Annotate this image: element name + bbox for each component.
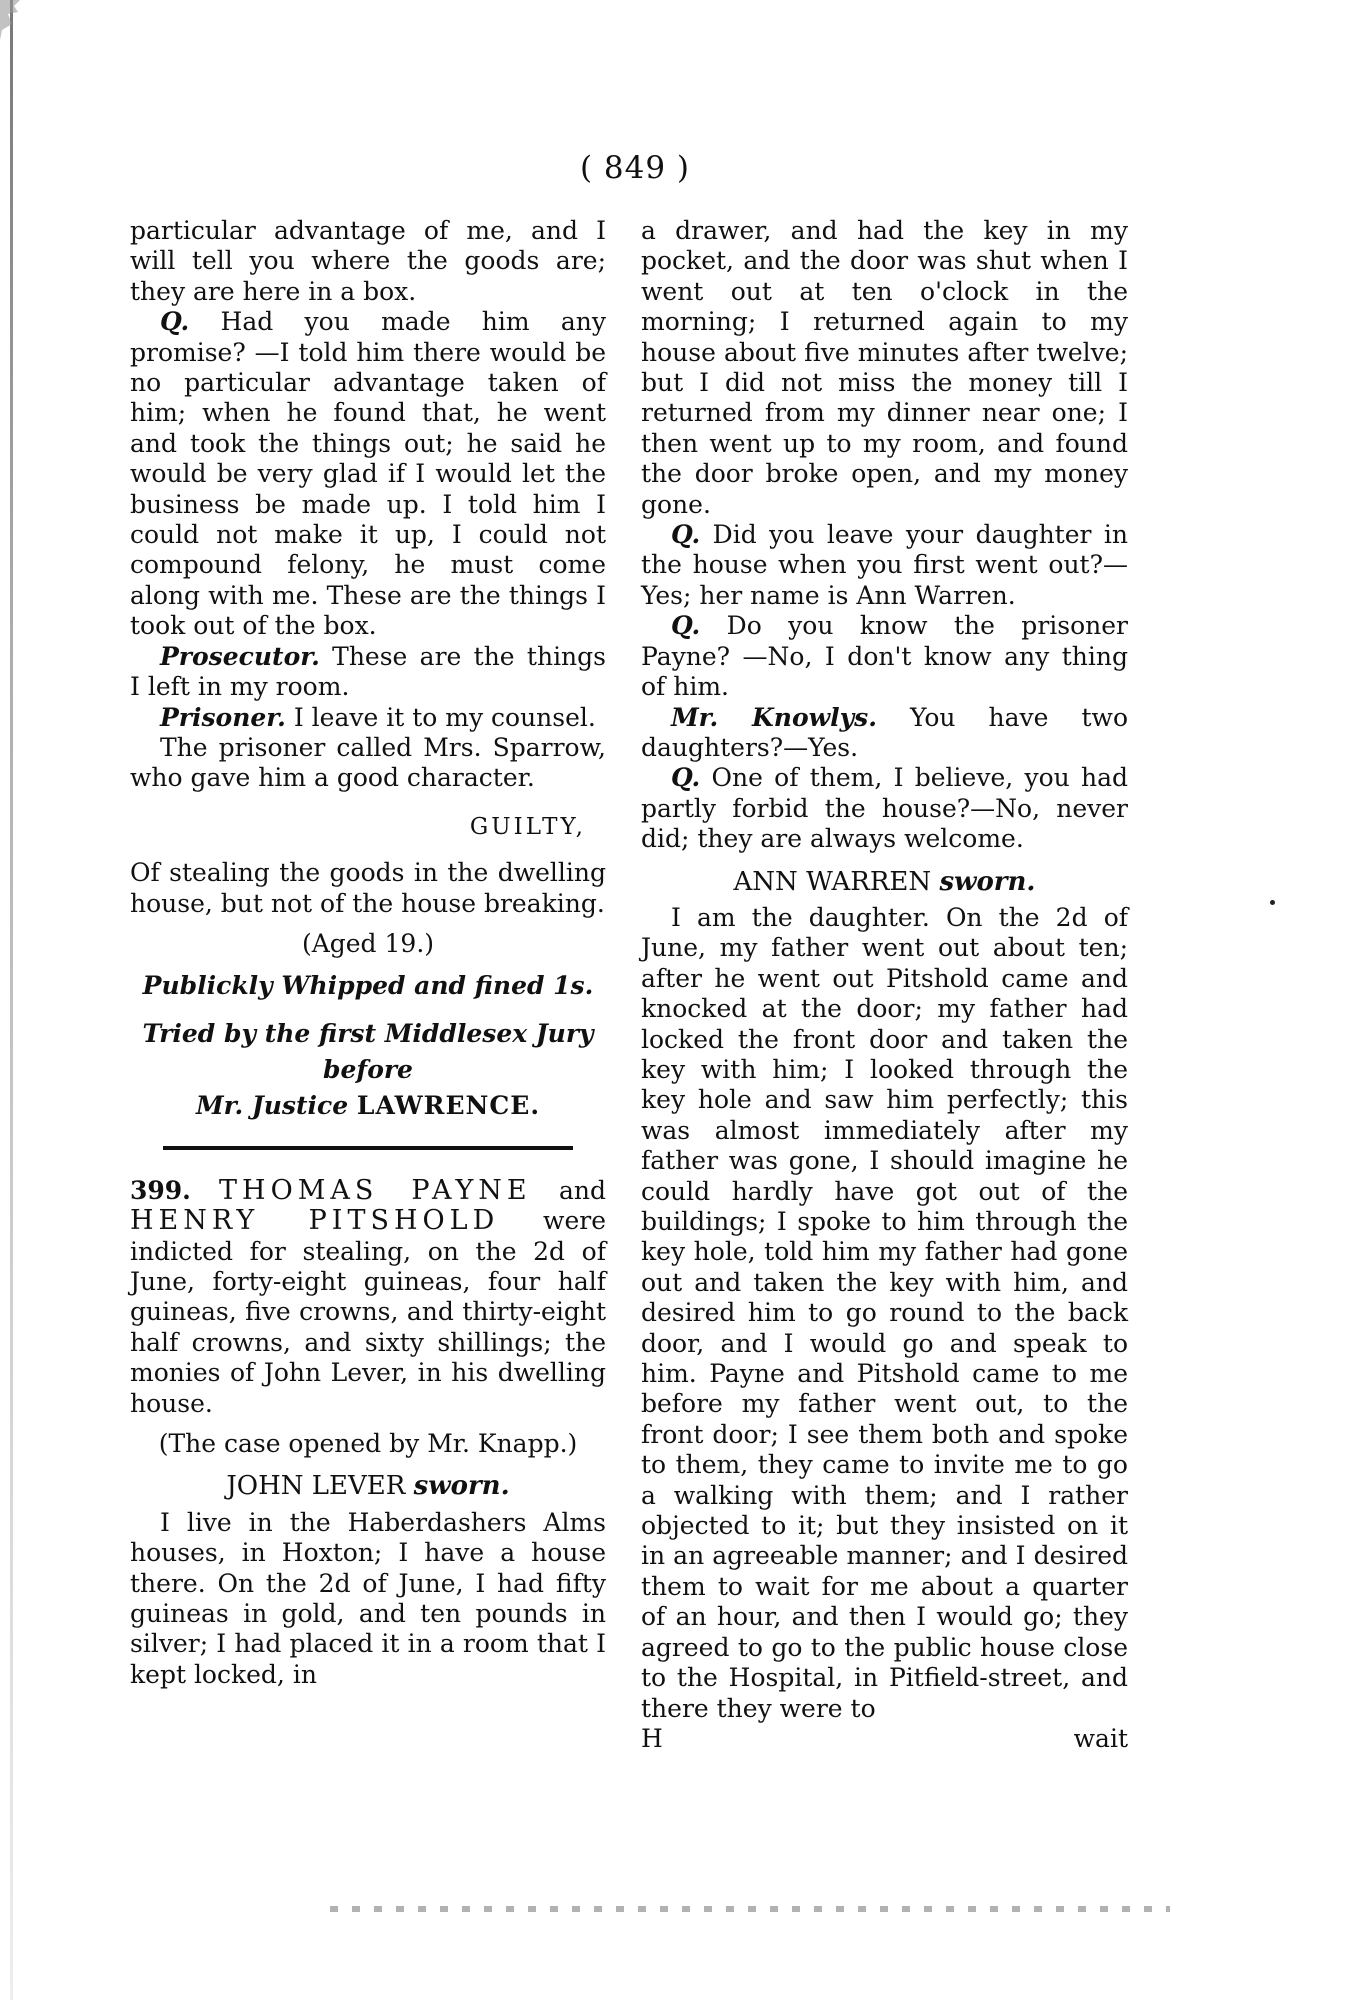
- catchline: [641, 1724, 1128, 1754]
- text-run: Tried by the first Middlesex Jury before: [142, 1018, 594, 1084]
- verdict-detail: [130, 858, 606, 919]
- text-run: Do you know the prisoner Payne? —No, I don't know any thing of him.: [641, 611, 1128, 702]
- text-run: I am the daughter. On the 2d of June, my father went out about ten; after he went out Pitshold came and knocked at the door; my father had locked the front door and taken the key with him; I looked through the key hole and saw him perfectly; this was almost immediately after my father was gone, I should imagine he could hardly have got out of the buildings; I spoke to him through the key hole, told him my father had gone out and taken the key with him, and desired him to go round to the back door, and I would go and speak to him. Payne and Pitshold came to me before my father went out, to the front door; I see them both and spoke to them, they came to invite me to go a walking with them; and I rather objected to it; but they insisted on it in an agreeable manner; and I desired them to wait for me about a quarter of an hour, and then I would go; they agreed to go to the public house close to the Hospital, in Pitfield-street, and there they were to: [641, 902, 1128, 1723]
- page-number: ( 849 ): [579, 150, 691, 186]
- text-run: ANN WARREN: [733, 866, 940, 897]
- speaker-label: Prisoner.: [160, 702, 286, 732]
- speaker-label: Mr. Knowlys.: [671, 702, 877, 732]
- paragraph: [641, 703, 1128, 764]
- text-run: Did you leave your daughter in the house when you first went out?— Yes; her name is Ann Warren.: [641, 520, 1128, 610]
- right-column: [641, 216, 1128, 1754]
- text-run: I leave it to my counsel.: [285, 702, 596, 732]
- case-note: [130, 1429, 606, 1459]
- text-run: Publickly Whipped and fined 1s.: [142, 971, 594, 1001]
- text-run: I live in the Haberdashers Alms houses, in Hoxton; I have a house there. On the 2d of June, I had fifty guineas in gold, and ten pounds in silver; I had placed it in a room that I kept locked, in: [130, 1507, 606, 1689]
- witness-heading: [130, 1471, 606, 1501]
- text-run: The prisoner called Mrs. Sparrow, who gave him a good character.: [130, 732, 606, 793]
- page-edge-shadow: [10, 0, 13, 2000]
- speaker-label: Q.: [671, 520, 701, 550]
- speaker-label: Q.: [160, 307, 190, 337]
- speaker-label: Q.: [671, 763, 701, 793]
- paragraph: [130, 1176, 606, 1419]
- text-run: (The case opened by Mr. Knapp.): [158, 1429, 578, 1458]
- text-run: and: [531, 1175, 606, 1205]
- prisoner-age: [130, 929, 606, 959]
- text-run: Had you made him any promise? —I told him there would be no particular advantage taken of him; when he found that, he went and took the things out; he said he would be very glad if I would let the business be made up. I told him I could not make it up, I could not compound felony, he must come along with me. These are the things I took out of the box.: [130, 307, 606, 641]
- left-column: [130, 216, 606, 1690]
- witness-heading: [641, 867, 1128, 897]
- ink-speck: [1270, 900, 1275, 905]
- paragraph: [641, 216, 1128, 520]
- speaker-label: Prosecutor.: [160, 641, 320, 671]
- signature-mark: H: [641, 1723, 663, 1753]
- paragraph: [641, 903, 1128, 1724]
- catchword: wait: [1073, 1723, 1128, 1753]
- paragraph: [641, 520, 1128, 611]
- bottom-ink-marks: [330, 1906, 1170, 1912]
- text-run: These are the things I left in my room.: [130, 641, 606, 702]
- paragraph: [641, 611, 1128, 702]
- paragraph: [130, 307, 606, 641]
- sentence: [130, 971, 606, 1001]
- paragraph: [130, 703, 606, 733]
- text-run: You have two daughters?—Yes.: [641, 702, 1129, 762]
- court-line: [130, 1016, 606, 1124]
- text-run: GUILTY,: [469, 813, 586, 840]
- paragraph: [130, 216, 606, 307]
- text-run: JOHN LEVER: [226, 1471, 414, 1502]
- text-run: sworn.: [939, 866, 1036, 897]
- text-run: sworn.: [413, 1471, 510, 1502]
- text-run: 399.: [130, 1175, 220, 1205]
- text-run: Mr. Justice: [195, 1090, 357, 1120]
- text-run: Of stealing the goods in the dwelling house, but not of the house breaking.: [130, 858, 606, 918]
- paragraph: [130, 1508, 606, 1690]
- section-rule: [163, 1146, 573, 1150]
- defendant-name: HENRY PITSHOLD: [130, 1205, 500, 1237]
- paragraph: [130, 642, 606, 703]
- defendant-name: THOMAS PAYNE: [219, 1174, 532, 1206]
- torn-corner-mark: [0, 0, 22, 40]
- text-run: were indicted for stealing, on the 2d of June, forty-eight guineas, four half guineas, five crowns, and thirty-eight half crowns, and sixty shillings; the monies of John Lever, in his dwelling house.: [130, 1206, 606, 1418]
- speaker-label: Q.: [671, 611, 701, 641]
- text-run: (Aged 19.): [301, 928, 435, 958]
- text-run: particular advantage of me, and I will tell you where the goods are; they are here in a box.: [130, 216, 606, 306]
- paragraph: [641, 763, 1128, 854]
- text-run: LAWRENCE.: [356, 1090, 541, 1120]
- paragraph: [130, 733, 606, 794]
- verdict: [130, 812, 606, 842]
- text-run: a drawer, and had the key in my pocket, and the door was shut when I went out at ten o'clock in the morning; I returned again to my house about five minutes after twelve; but I did not miss the money till I returned from my dinner near one; I then went up to my room, and found the door broke open, and my money gone.: [641, 216, 1128, 519]
- text-run: One of them, I believe, you had partly forbid the house?—No, never did; they are always welcome.: [641, 763, 1128, 854]
